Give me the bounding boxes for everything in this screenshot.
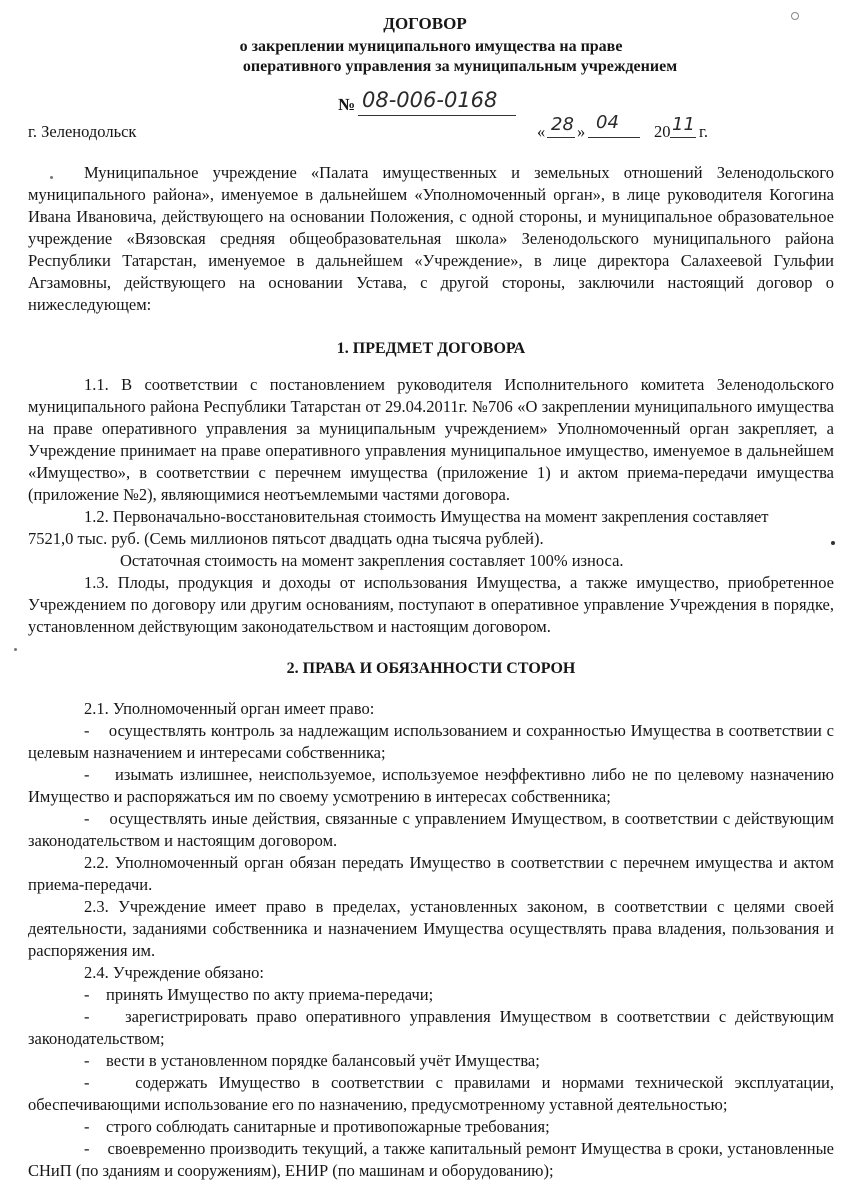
date-year-underline xyxy=(670,137,696,138)
number-underline xyxy=(358,115,516,116)
clause-2-2: 2.2. Уполномоченный орган обязан передать Имущество в соответствии с перечнем имущества и актом приема-передачи. xyxy=(28,853,834,894)
list-item-text: зарегистрировать право оперативного управления Имуществом в соответствии с действующим законодательством; xyxy=(28,1007,834,1048)
list-item-text: своевременно производить текущий, а также капитальный ремонт Имущества в сроки, установленные СНиП (по зданиям и сооружениям), ЕНИР (по машинам и оборудованию); xyxy=(28,1139,834,1180)
list-item-text: осуществлять иные действия, связанные с управлением Имуществом, в соответствии с действующим законодательством и настоящим договором. xyxy=(28,809,834,850)
list-item-text: осуществлять контроль за надлежащим использованием и сохранностью Имущества в соответствии с целевым назначением и интересами собственника; xyxy=(28,721,834,762)
date-quote-open: « xyxy=(537,122,546,141)
list-item xyxy=(28,984,834,1006)
list-item xyxy=(28,1006,834,1050)
contract-number-sign: № xyxy=(338,95,356,114)
scan-mark xyxy=(14,648,17,651)
list-item-text: принять Имущество по акту приема-передачи; xyxy=(106,985,434,1004)
list-item-text: содержать Имущество в соответствии с правилами и нормами технической эксплуатации, обеспечивающими использование его по назначению, предусмотренному уставной деятельностью; xyxy=(28,1073,835,1114)
dash: - xyxy=(84,1051,90,1070)
clause-1-2-amount: 7521,0 тыс. руб. (Семь миллионов пятьсот двадцать одна тысяча рублей). xyxy=(28,529,544,548)
clause-1-2-residual: Остаточная стоимость на момент закрепления составляет 100% износа. xyxy=(120,551,624,570)
list-item xyxy=(28,764,834,808)
section-2-heading: 2. ПРАВА И ОБЯЗАННОСТИ СТОРОН xyxy=(286,660,576,677)
list-item-text: строго соблюдать санитарные и противопожарные требования; xyxy=(106,1117,550,1136)
date-day: 28 xyxy=(551,114,574,135)
dash: - xyxy=(84,1139,90,1158)
section-1-heading: 1. ПРЕДМЕТ ДОГОВОРА xyxy=(336,340,526,357)
list-item xyxy=(28,808,834,852)
contract-number: 08-006-0168 xyxy=(362,88,498,112)
clause-1-2: 1.2. Первоначально-восстановительная стоимость Имущества на момент закрепления составляет xyxy=(84,507,769,526)
dash: - xyxy=(84,1073,90,1092)
list-item xyxy=(28,1138,834,1182)
clause-1-1: 1.1. В соответствии с постановлением руководителя Исполнительного комитета Зеленодольского муниципального района Республики Татарстан от 29.04.2011г. №706 «О закреплении муниципального имущества на праве оперативного управления за муниципальным учреждением» Уполномоченный орган закрепляет, а Учреждение принимает на праве оперативного управления муниципальное имущество, именуемое в дальнейшем «Имущество», в соответствии с перечнем имущества (приложение 1) и актом приема-передачи имущества (приложение №2), являющимися неотъемлемыми частями договора. xyxy=(28,375,834,504)
city: г. Зеленодольск xyxy=(28,122,137,141)
list-item xyxy=(28,720,834,764)
clause-2-4: 2.4. Учреждение обязано: xyxy=(84,963,264,982)
dash: - xyxy=(84,765,90,784)
date-month: 04 xyxy=(596,112,619,133)
dash: - xyxy=(84,721,90,740)
document-subtitle: оперативного управления за муниципальным учреждением xyxy=(242,58,678,75)
list-item xyxy=(28,1072,834,1116)
date-year-suffix: 11 xyxy=(672,114,695,135)
clause-1-3: 1.3. Плоды, продукция и доходы от использования Имущества, а также имущество, приобретенное Учреждением по договору или другим основаниям, поступают в оперативное управление Учреждения в порядке, установленном действующим законодательством и настоящим договором. xyxy=(28,573,834,636)
clause-2-3: 2.3. Учреждение имеет право в пределах, установленных законом, в соответствии с целями своей деятельности, заданиями собственника и назначением Имущества осуществлять права владения, пользования и распоряжения им. xyxy=(28,897,834,960)
date-month-underline xyxy=(588,137,640,138)
dash: - xyxy=(84,1007,90,1026)
date-day-underline xyxy=(547,137,575,138)
date-year-prefix: 20 xyxy=(654,122,671,141)
dash: - xyxy=(84,985,90,1004)
preamble: Муниципальное учреждение «Палата имущественных и земельных отношений Зеленодольского муниципального района», именуемое в дальнейшем «Уполномоченный орган», в лице руководителя Когогина Ивана Ивановича, действующего на основании Положения, с одной стороны, и муниципальное образовательное учреждение «Вязовская средняя общеобразовательная школа» Зеленодольского муниципального района Республики Татарстан, именуемое в дальнейшем «Учреждение», в лице директора Салахеевой Гульфии Агзамовны, действующего на основании Устава, с другой стороны, заключили настоящий договор о нижеследующем: xyxy=(28,163,834,314)
date-year-end: г. xyxy=(699,122,709,141)
date-quote-close: » xyxy=(577,122,586,141)
document-subtitle: о закреплении муниципального имущества на праве xyxy=(239,38,623,55)
list-item xyxy=(28,1116,834,1138)
dash: - xyxy=(84,1117,90,1136)
document-title: ДОГОВОР xyxy=(383,14,467,33)
dash: - xyxy=(84,809,90,828)
list-item-text: вести в установленном порядке балансовый учёт Имущества; xyxy=(106,1051,540,1070)
list-item-text: изымать излишнее, неиспользуемое, используемое неэффективно либо не по целевому назначению Имущество и распоряжаться им по своему усмотрению в интересах собственника; xyxy=(28,765,834,806)
contract-body xyxy=(28,162,834,1182)
list-item xyxy=(28,1050,834,1072)
clause-2-1: 2.1. Уполномоченный орган имеет право: xyxy=(84,699,375,718)
